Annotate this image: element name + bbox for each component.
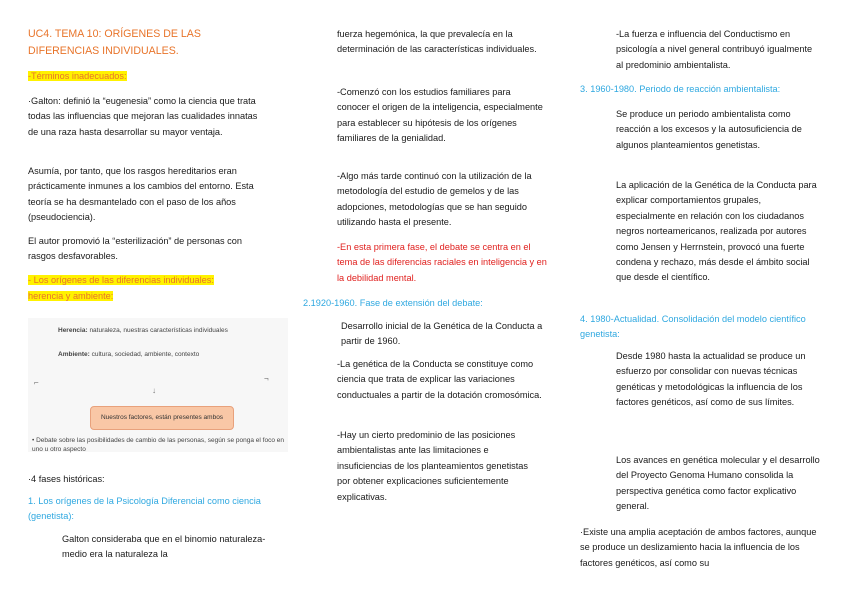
highlight-origenes-line-2: herencia y ambiente: [28,291,114,301]
figure-note: • Debate sobre las posibilidades de cambio de las personas, según se ponga el foco en uno u otro aspecto [32,437,284,453]
document-title-line-1: UC4. TEMA 10: ORÍGENES DE LAS [28,28,201,40]
paragraph-genoma-humano: Los avances en genética molecular y el desarrollo del Proyecto Genoma Humano consolida la perspectiva genética como factor explicativo general. [616,455,820,512]
paragraph-esterilizacion: El autor promovió la “esterilización” de personas con rasgos desfavorables. [28,236,242,262]
paragraph-debate-racial: -En esta primera fase, el debate se centra en el tema de las diferencias raciales en inteligencia y en la debilidad mental. [337,242,547,283]
figure-arrow-down-icon: ↓ [152,386,156,395]
document-title-line-2: DIFERENCIAS INDIVIDUALES. [28,45,179,57]
highlight-terminos: -Términos inadecuados: [28,71,127,81]
paragraph-rasgos: Asumía, por tanto, que los rasgos hereditarios eran prácticamente inmunes a los cambios del entorno. Esta teoría se ha desmantelado con el paso de los años (pseudociencia). [28,166,254,223]
figure-pill: Nuestros factores, están presentes ambos [90,406,234,430]
fases-heading: ·4 fases históricas: [28,474,105,484]
paragraph-desarrollo-inicial: Desarrollo inicial de la Genética de la Conducta a partir de 1960. [341,321,543,347]
figure-bracket-right: ¬ [264,374,269,383]
paragraph-desde-1980: Desde 1980 hasta la actualidad se produce un esfuerzo por consolidar con nuevas técnicas genéticas y metodológicas la influencia de los factores genéticos, así como de sus límites. [616,351,806,408]
figure-herencia: Herencia: naturaleza, nuestras características individuales [58,327,228,334]
fase-4-heading: 4. 1980-Actualidad. Consolidación del modelo científico genetista: [580,314,806,340]
paragraph-hegemonica: fuerza hegemónica, la que prevalecía en la determinación de las características individuales. [337,29,537,55]
paragraph-gemelos: -Algo más tarde continuó con la utilización de la metodología del estudio de gemelos y de las adopciones, metodologías que se han seguido utilizando hasta el presente. [337,171,532,228]
paragraph-aceptacion: ·Existe una amplia aceptación de ambos factores, aunque se produce un deslizamiento hacia la influencia de los factores genéticos, así como su [580,527,817,568]
fase-1-text: Galton consideraba que en el binomio naturaleza-medio era la naturaleza la [62,534,266,560]
paragraph-galton: ·Galton: definió la “eugenesia” como la ciencia que trata todas las influencias que mejoran las cualidades innatas de una raza hasta desarrollar su mayor ventaja. [28,96,258,137]
figure-bracket-left: ⌐ [34,378,39,387]
paragraph-conductismo: -La fuerza e influencia del Conductismo en psicología a nivel general contribuyó igualmente al predominio ambientalista. [616,29,813,70]
paragraph-periodo-ambientalista: Se produce un periodo ambientalista como reacción a los excesos y la autosuficiencia de algunos planteamientos genetistas. [616,109,802,150]
paragraph-aplicacion-genetica: La aplicación de la Genética de la Conducta para explicar comportamientos grupales, especialmente en relación con los ciudadanos negros norteamericanos, realizada por autores como Jensen y Herrnstein, provocó una fuerte condena y rechazo, más desde el ámbito social que desde el científico. [616,180,817,283]
fase-2-heading: 2.1920-1960. Fase de extensión del debate: [303,298,483,308]
highlight-origenes-line-1: - Los orígenes de las diferencias individuales: [28,275,214,285]
fase-3-heading: 3. 1960-1980. Periodo de reacción ambientalista: [580,84,781,94]
paragraph-estudios-familiares: -Comenzó con los estudios familiares para conocer el origen de la inteligencia, especialmente para establecer su hipótesis de los orígenes familiares de la genialidad. [337,87,543,144]
fase-1-heading: 1. Los orígenes de la Psicología Diferencial como ciencia (genetista): [28,496,261,522]
paragraph-predominio-ambientalista: -Hay un cierto predominio de las posiciones ambientalistas ante las limitaciones e insuficiencias de los planteamientos genetistas por obtener explicaciones suficientemente explicativas. [337,430,529,502]
figure-ambiente: Ambiente: cultura, sociedad, ambiente, contexto [58,351,200,358]
paragraph-genetica-conducta: -La genética de la Conducta se constituye como ciencia que trata de explicar las variaciones conductuales a partir de la dotación cromosómica. [337,359,542,400]
herencia-ambiente-figure [28,318,288,452]
